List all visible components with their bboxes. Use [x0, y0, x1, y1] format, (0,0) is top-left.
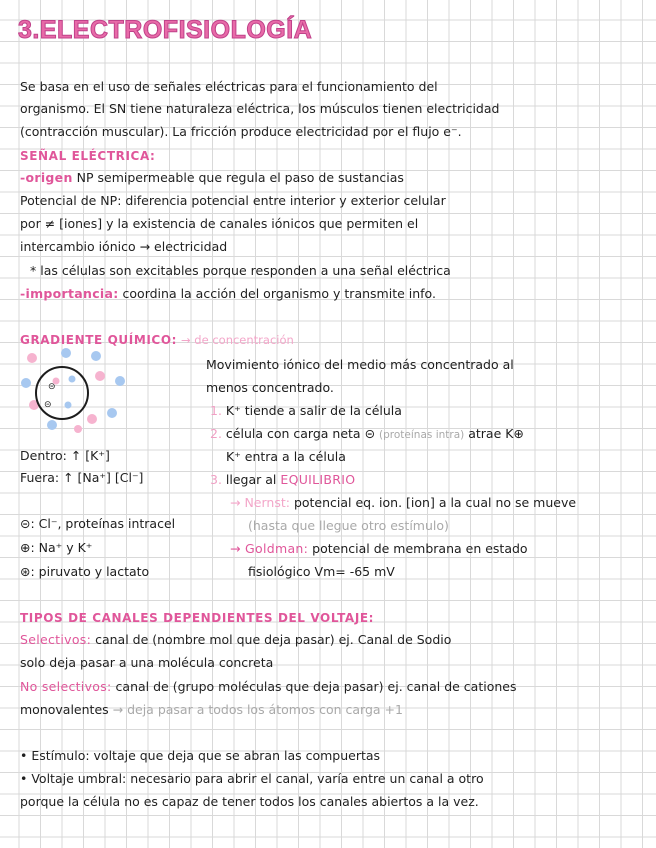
ion-dot: [69, 376, 76, 383]
selectivos-line-2: solo deja pasar a una molécula concreta: [20, 655, 274, 670]
bullet-estimulo: • Estímulo: voltaje que deja que se abran las compuertas: [20, 748, 381, 763]
canales-heading: TIPOS DE CANALES DEPENDIENTES DEL VOLTAJE:: [20, 611, 375, 625]
intro-line-1: Se basa en el uso de señales eléctricas para el funcionamiento del: [20, 79, 438, 94]
ion-dot: [107, 408, 117, 418]
senal-heading: SEÑAL ELÉCTRICA:: [20, 149, 156, 163]
ion-dot: [115, 376, 125, 386]
ion-dot: [95, 371, 105, 381]
cell-membrane: [36, 367, 88, 419]
ion-dot: [91, 351, 101, 361]
senal-line-2: Potencial de NP: diferencia potencial entre interior y exterior celular: [20, 193, 446, 208]
gradiente-step-3: 3. llegar al EQUILIBRIO: [210, 472, 356, 487]
importancia-label: -importancia:: [20, 286, 119, 301]
gradiente-desc-1: Movimiento iónico del medio más concentrado al: [206, 357, 514, 372]
protein-mark: ⊝: [48, 382, 56, 392]
ion-dot: [47, 420, 57, 430]
senal-line-5: * las células son excitables porque responden a una señal eléctrica: [30, 263, 451, 278]
senal-line-4: intercambio iónico → electricidad: [20, 239, 228, 254]
gradiente-step-2b: K⁺ entra a la célula: [226, 449, 346, 464]
noselectivos-text: canal de (grupo moléculas que deja pasar) ej. canal de cationes: [111, 679, 517, 694]
goldman-line: [230, 541, 528, 557]
origen-text: NP semipermeable que regula el paso de sustancias: [72, 170, 404, 185]
legend-item: ⊛: piruvato y lactato: [20, 564, 150, 579]
gradiente-desc-2: menos concentrado.: [206, 380, 334, 395]
nernst-note: (hasta que llegue otro estímulo): [248, 518, 449, 533]
gradiente-step-2: 2. célula con carga neta ⊝ (proteínas intra) atrae K⊕: [210, 426, 524, 441]
ion-dot: [65, 402, 72, 409]
legend-item: ⊕: Na⁺ y K⁺: [20, 540, 93, 555]
gradiente-heading-note: → de concentración: [181, 333, 294, 347]
goldman-line-2: fisiológico Vm= -65 mV: [248, 564, 395, 579]
noselectivos-label: No selectivos:: [20, 679, 112, 694]
page-title: 3.ELECTROFISIOLOGÍA: [18, 16, 313, 44]
selectivos-line: [20, 632, 451, 648]
bullet-voltaje-umbral-2: porque la célula no es capaz de tener todos los canales abiertos a la vez.: [20, 794, 479, 809]
noselectivos-line-2: monovalentes → deja pasar a todos los átomos con carga +1: [20, 702, 403, 717]
gradiente-heading: GRADIENTE QUÍMICO:: [20, 333, 178, 347]
nernst-text: potencial eq. ion. [ion] a la cual no se mueve: [289, 495, 577, 510]
goldman-text: potencial de membrana en estado: [308, 541, 528, 556]
nernst-label: → Nernst:: [230, 495, 290, 510]
origen-label: -origen: [20, 170, 73, 185]
fuera-text: Fuera: ↑ [Na⁺] [Cl⁻]: [20, 470, 144, 485]
ion-dot: [87, 414, 97, 424]
legend-item: ⊝: Cl⁻, proteínas intracel: [20, 516, 176, 531]
selectivos-text: canal de (nombre mol que deja pasar) ej. Canal de Sodio: [91, 632, 452, 647]
senal-importancia-line: [20, 286, 436, 302]
protein-mark: ⊝: [44, 400, 52, 410]
dentro-text: Dentro: ↑ [K⁺]: [20, 448, 110, 463]
senal-origen-line: [20, 170, 404, 186]
ion-dot: [61, 348, 71, 358]
nernst-line: [230, 495, 576, 511]
ion-dot: [74, 425, 82, 433]
selectivos-label: Selectivos:: [20, 632, 92, 647]
ion-dot: [27, 353, 37, 363]
noselectivos-line: [20, 679, 516, 695]
importancia-text: coordina la acción del organismo y transmite info.: [118, 286, 436, 301]
bullet-voltaje-umbral: • Voltaje umbral: necesario para abrir el canal, varía entre un canal a otro: [20, 771, 484, 786]
intro-line-2: organismo. El SN tiene naturaleza eléctrica, los músculos tienen electricidad: [20, 101, 500, 116]
senal-line-3: por ≠ [iones] y la existencia de canales iónicos que permiten el: [20, 216, 419, 231]
cell-diagram: [18, 343, 138, 433]
ion-dot: [21, 378, 31, 388]
gradiente-step-1: 1. K⁺ tiende a salir de la célula: [210, 403, 402, 418]
goldman-label: → Goldman:: [230, 541, 309, 556]
intro-line-3: (contracción muscular). La fricción produce electricidad por el flujo e⁻.: [20, 124, 462, 139]
